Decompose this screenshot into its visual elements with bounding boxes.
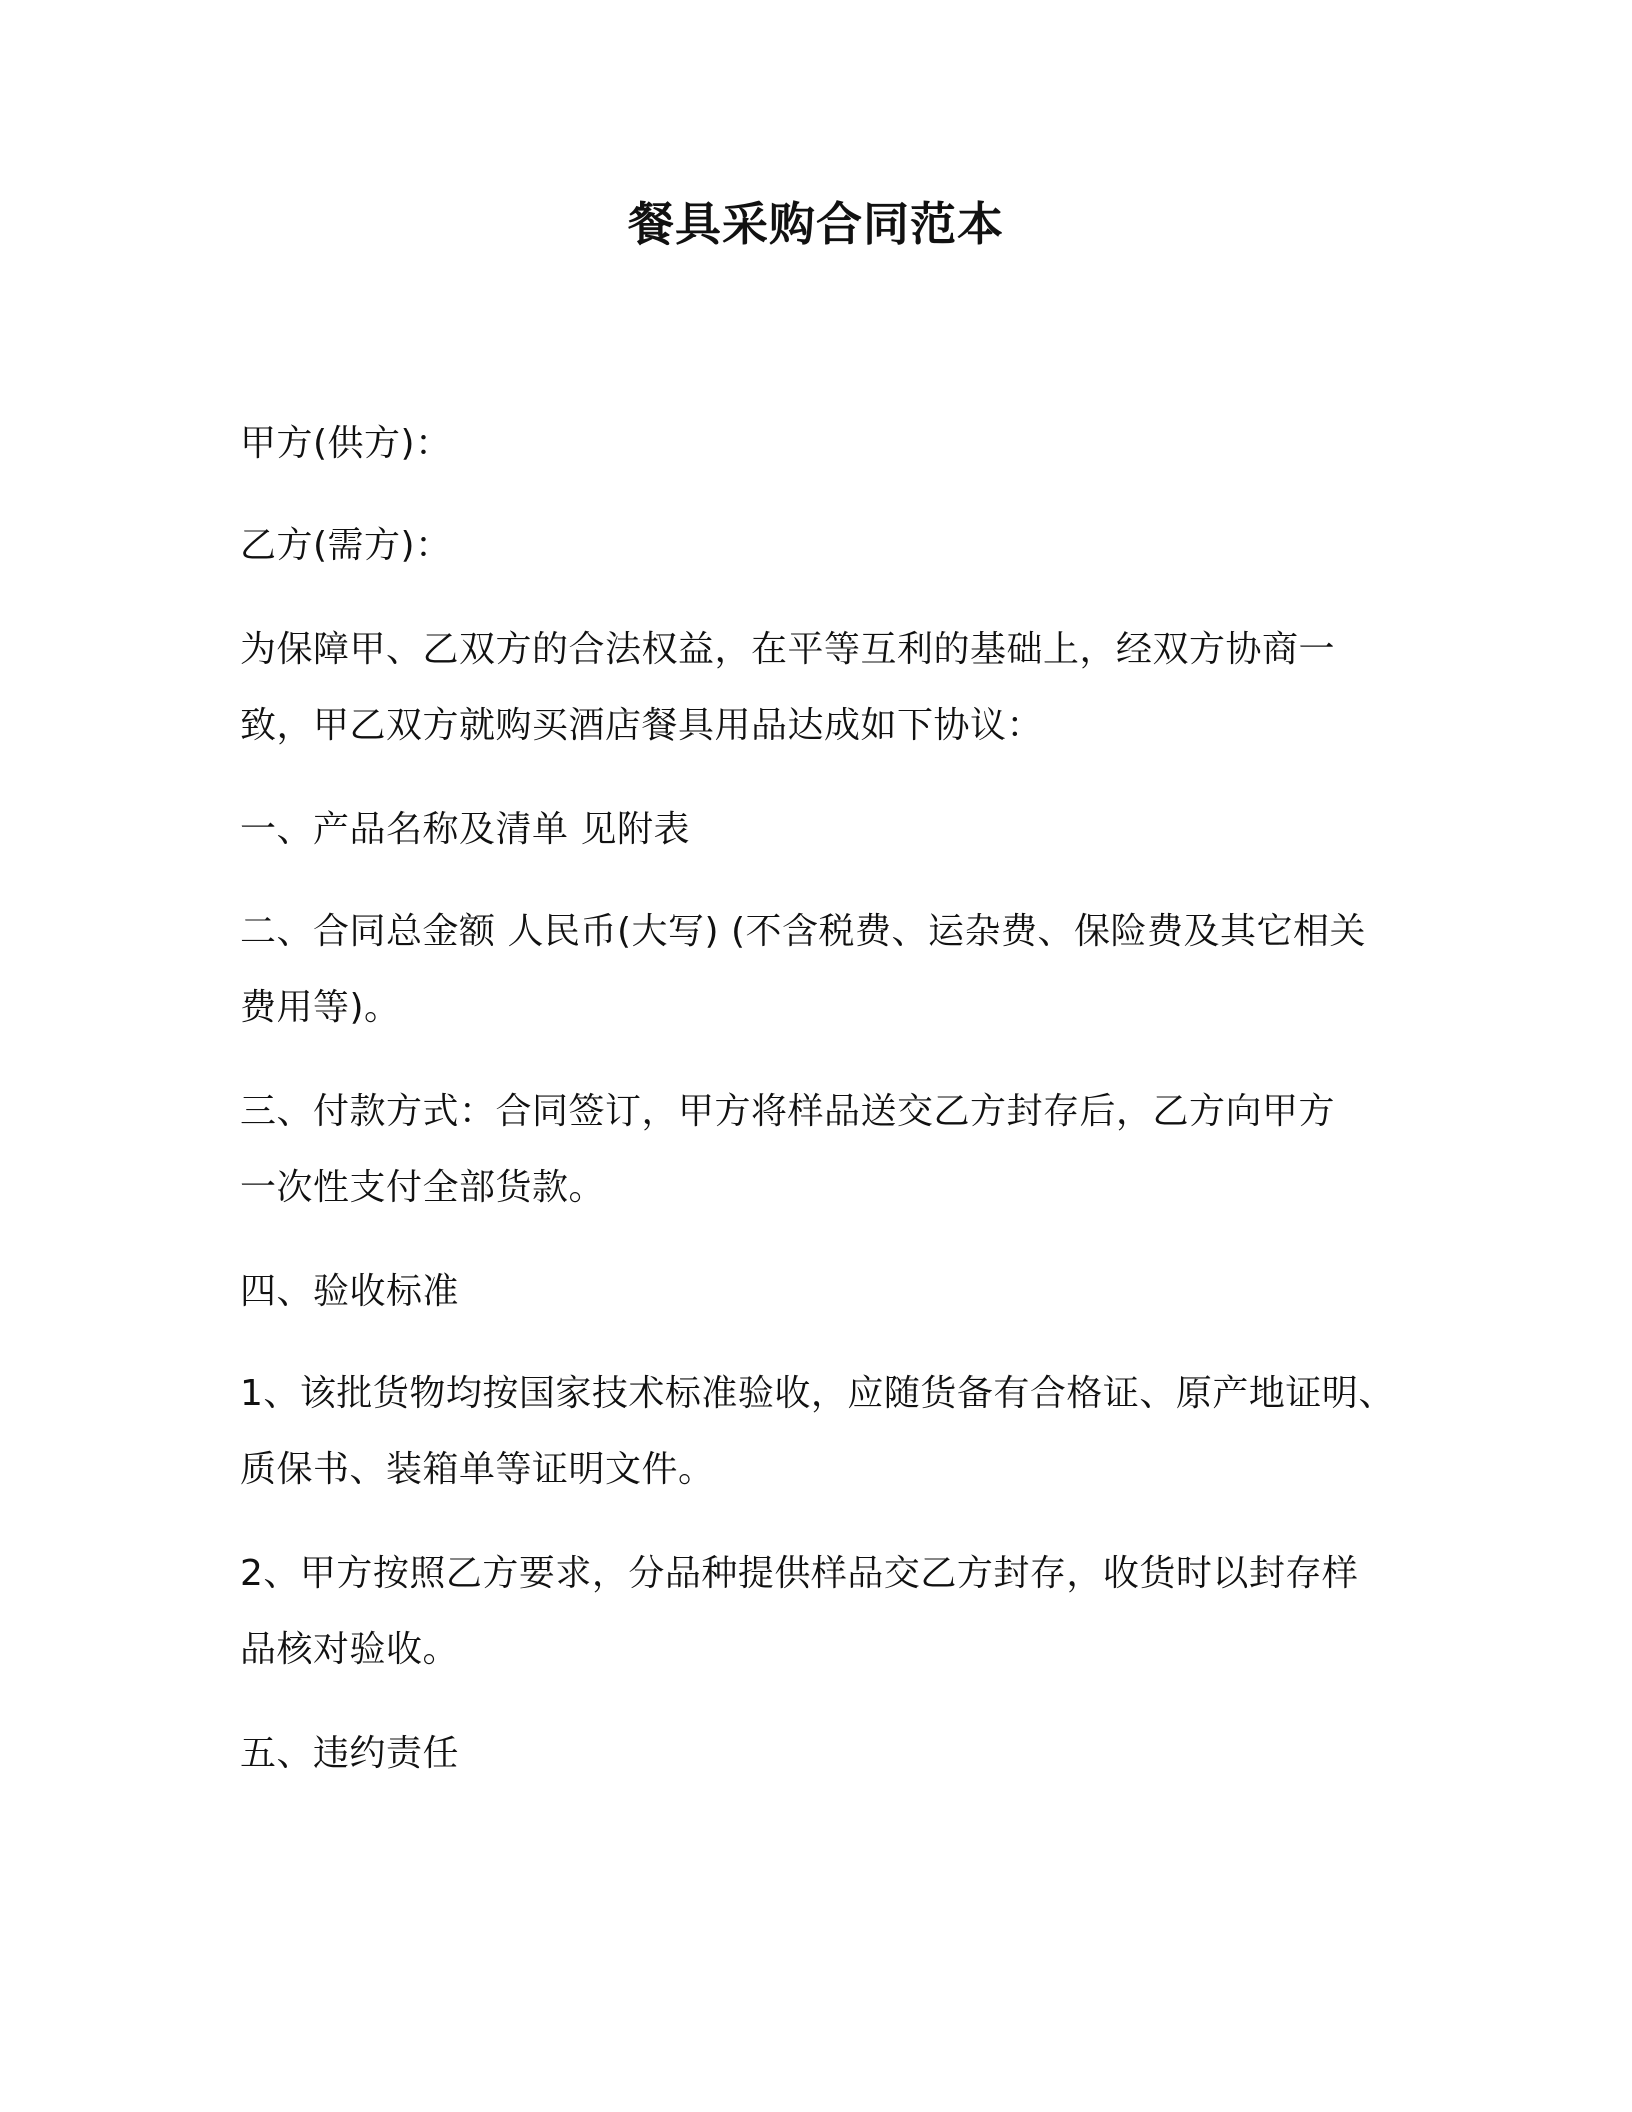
clause-4-item-2-line-1: 2、甲方按照乙方要求，分品种提供样品交乙方封存，收货时以封存样 <box>240 1553 1359 1594</box>
clause-4-item-1-line-1: 1、该批货物均按国家技术标准验收，应随货备有合格证、原产地证明、 <box>240 1373 1395 1414</box>
clause-4-heading: 四、验收标准 <box>240 1271 460 1312</box>
clause-4-item-2-line-2: 品核对验收。 <box>240 1629 460 1670</box>
clause-3-line-2: 一次性支付全部货款。 <box>240 1167 606 1208</box>
preamble-line-2: 致，甲乙双方就购买酒店餐具用品达成如下协议： <box>240 705 1044 746</box>
preamble-line-1: 为保障甲、乙双方的合法权益，在平等互利的基础上，经双方协商一 <box>240 629 1336 670</box>
clause-3-line-1: 三、付款方式：合同签订，甲方将样品送交乙方封存后，乙方向甲方 <box>240 1091 1336 1132</box>
clause-2-line-2: 费用等)。 <box>240 987 401 1028</box>
clause-5-heading: 五、违约责任 <box>240 1733 460 1774</box>
clause-2-line-1: 二、合同总金额 人民币(大写) (不含税费、运杂费、保险费及其它相关 <box>240 911 1367 952</box>
clause-1-heading: 一、产品名称及清单 见附表 <box>240 809 690 850</box>
document-title: 餐具采购合同范本 <box>628 197 1004 251</box>
clause-4-item-1-line-2: 质保书、装箱单等证明文件。 <box>240 1449 715 1490</box>
party-a-line: 甲方(供方)： <box>240 423 452 464</box>
party-b-line: 乙方(需方)： <box>240 525 452 566</box>
